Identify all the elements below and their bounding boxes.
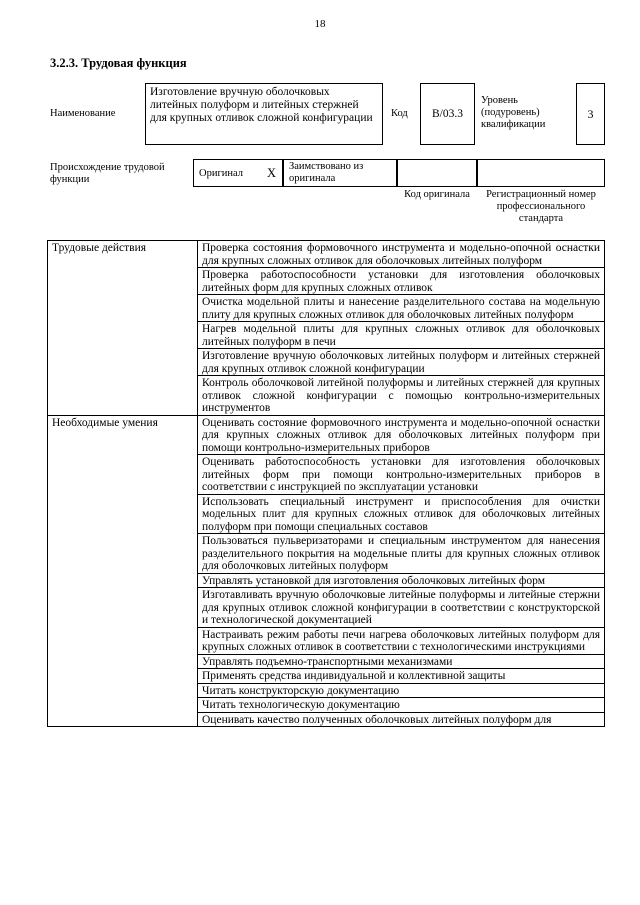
item-cell: Проверка состояния формовочного инструмента и модельно-опочной оснастки для крупных сложных отливок для оболочковых литейных полуформ xyxy=(198,241,605,268)
reg-number-label: Регистрационный номер профессионального стандарта xyxy=(486,189,596,224)
item-cell: Пользоваться пульверизаторами и специальным инструментом для нанесения разделительного покрытия на модельные плиты для крупных сложных отливок для оболочковых литейных полуформ xyxy=(198,534,605,574)
page-number: 18 xyxy=(314,18,326,30)
item-cell: Оценивать качество полученных оболочковых литейных полуформ для xyxy=(198,712,605,727)
item-cell: Настраивать режим работы печи нагрева оболочковых литейных полуформ для крупных сложных отливок в соответствии с технологическими инструкциями xyxy=(198,627,605,654)
code-box: В/03.3 xyxy=(420,83,475,145)
original-label: Оригинал xyxy=(199,168,243,179)
item-cell: Управлять подъемно-транспортными механизмами xyxy=(198,654,605,669)
item-cell: Читать технологическую документацию xyxy=(198,698,605,713)
level-label: Уровень (подуровень) квалификации xyxy=(481,95,546,130)
table-row xyxy=(48,241,605,268)
item-cell: Контроль оболочковой литейной полуформы и литейных стержней для крупных отливок сложной конфигурации с помощью контрольно-измерительных инструментов xyxy=(198,376,605,416)
name-label: Наименование xyxy=(50,108,116,119)
category-cell: Необходимые умения xyxy=(48,415,198,727)
code-original-label: Код оригинала xyxy=(404,189,470,200)
table-row xyxy=(48,415,605,455)
code-label: Код xyxy=(391,108,408,119)
item-cell: Нагрев модельной плиты для крупных сложных отливок для оболочковых литейных полуформ в печи xyxy=(198,322,605,349)
item-cell: Проверка работоспособности установки для изготовления оболочковых литейных форм для крупных сложных отливок xyxy=(198,268,605,295)
item-cell: Изготавливать вручную оболочковые литейные полуформы и литейные стержни для крупных отливок сложной конфигурации в соответствии с конструкторской и технологической документацией xyxy=(198,588,605,628)
original-mark: X xyxy=(267,166,277,180)
original-cell xyxy=(193,159,283,187)
function-name-box: Изготовление вручную оболочковых литейных полуформ и литейных стержней для крупных отливок сложной конфигурации xyxy=(145,83,383,145)
item-cell: Читать конструкторскую документацию xyxy=(198,683,605,698)
category-cell: Трудовые действия xyxy=(48,241,198,416)
item-cell: Изготовление вручную оболочковых литейных полуформ и литейных стержней для крупных отливок сложной конфигурации xyxy=(198,349,605,376)
item-cell: Применять средства индивидуальной и коллективной защиты xyxy=(198,669,605,684)
item-cell: Оценивать состояние формовочного инструмента и модельно-опочной оснастки для крупных сложных отливок для оболочковых литейных полуформ при помощи контрольно-измерительных приборов xyxy=(198,415,605,455)
reg-number-cell xyxy=(477,159,605,187)
item-cell: Использовать специальный инструмент и приспособления для очистки модельных плит для крупных сложных отливок для оболочковых литейных полуформ при помощи специальных составов xyxy=(198,494,605,534)
item-cell: Оценивать работоспособность установки для изготовления оболочковых литейных форм при помощи контрольно-измерительных приборов в соответствии с инструкцией по эксплуатации установки xyxy=(198,455,605,495)
item-cell: Управлять установкой для изготовления оболочковых литейных форм xyxy=(198,573,605,588)
level-box: 3 xyxy=(576,83,605,145)
item-cell: Очистка модельной плиты и нанесение разделительного состава на модельную плиту для крупных сложных отливок для оболочковых литейных полуформ xyxy=(198,295,605,322)
function-table xyxy=(47,240,605,727)
borrowed-cell: Заимствовано из оригинала xyxy=(283,159,397,187)
origin-label: Происхождение трудовой функции xyxy=(50,162,165,185)
section-title: 3.2.3. Трудовая функция xyxy=(50,56,187,70)
code-original-cell xyxy=(397,159,477,187)
